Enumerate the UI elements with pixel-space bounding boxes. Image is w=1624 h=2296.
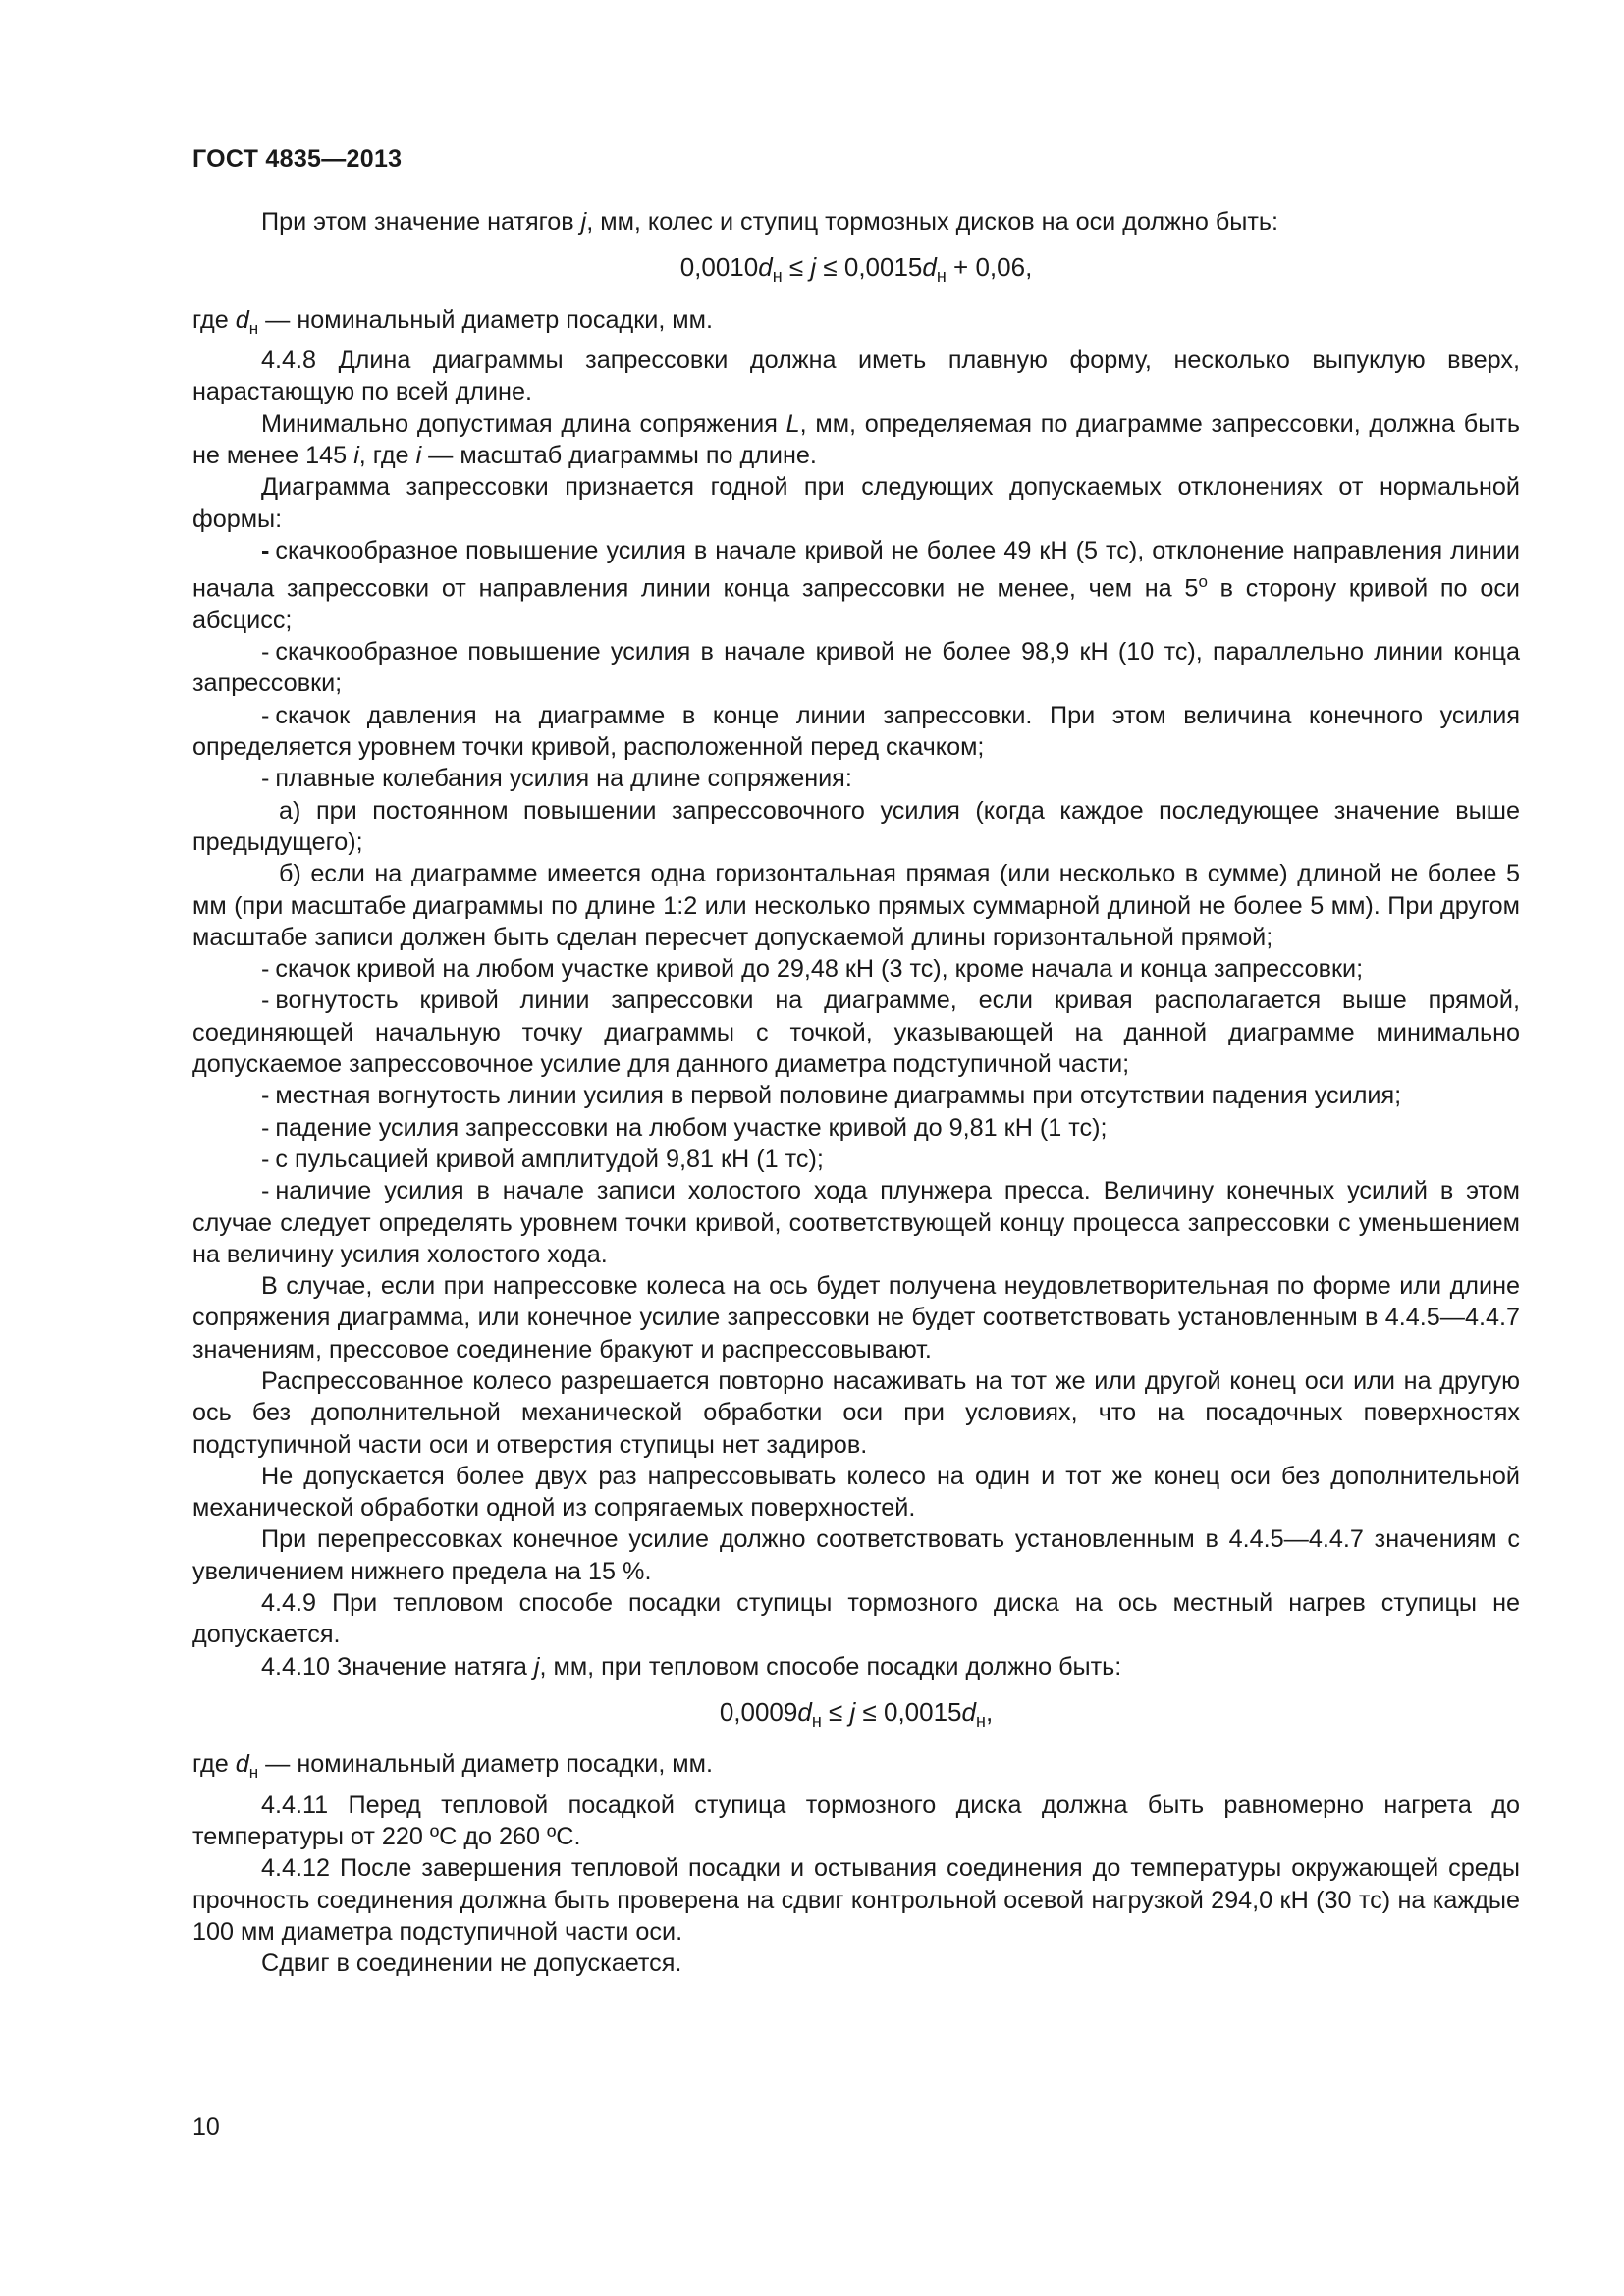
list-item-pulsation: - с пульсацией кривой амплитудой 9,81 кН (1 тс);: [261, 1145, 824, 1173]
formula-thermal-fit: $0,0009d_н \le j \le 0,0015d_н$,: [719, 1696, 994, 1732]
paragraph-4-4-11: 4.4.11 Перед тепловой посадкой ступица тормозного диска должна быть равномерно нагрета до температуры от 220 ºС до 260 ºС.: [192, 1790, 1520, 1851]
paragraph-min-length: Минимально допустимая длина сопряжения L, мм, определяемая по диаграмме запрессовки, должна быть не менее 145 i, где i — масштаб диаграммы по длине.: [192, 409, 1520, 469]
formula-press-fit: $0,0010d_н \le j \le 0,0015d_н + 0,06$,: [679, 252, 1033, 287]
list-item-idle-stroke: - наличие усилия в начале записи холостого хода плунжера пресса. Величину конечных усилий в этом случае следует определять уровнем точки кривой, соответствующей концу процесса запрессовки с уменьшением на величину усилия холостого хода.: [192, 1177, 1520, 1268]
paragraph-repress-force: При перепрессовках конечное усилие должно соответствовать установленным в 4.4.5—4.4.7 значениям с увеличением нижнего предела на 15 %.: [192, 1525, 1520, 1585]
document-body: [192, 206, 1520, 1980]
document-header: ГОСТ 4835—2013: [192, 145, 403, 173]
list-item-smooth-oscillation: - плавные колебания усилия на длине сопряжения:: [261, 765, 852, 793]
paragraph-re-mounting: Распрессованное колесо разрешается повторно насаживать на тот же или другой конец оси или на другую ось без дополнительной механической обработки оси при условиях, что на посадочных поверхностях подступичной части оси и отверстия ступицы нет задиров.: [192, 1367, 1520, 1459]
formula-legend-1: где $d_н$ — номинальный диаметр посадки, мм.: [192, 305, 713, 338]
list-item-concavity: - вогнутость кривой линии запрессовки на диаграмме, если кривая располагается выше прямой, соединяющей начальную точку диаграммы с точкой, указывающей на данной диаграмме минимально допускаемое запрессовочное усилие для данного диаметра подступичной части;: [192, 987, 1520, 1079]
list-item-local-concavity: - местная вогнутость линии усилия в первой половине диаграммы при отсутствии падения усилия;: [261, 1082, 1402, 1110]
formula-legend-2: где $d_н$ — номинальный диаметр посадки, мм.: [192, 1750, 713, 1783]
sub-item-b: б) если на диаграмме имеется одна горизонтальная прямая (или несколько в сумме) длиной не более 5 мм (при масштабе диаграммы по длине 1:2 или несколько прямых суммарной длиной не более 5 мм). При другом масштабе записи должен быть сделан пересчет допускаемой длины горизонтальной прямой;: [192, 860, 1520, 951]
list-item-pressure-jump: - скачок давления на диаграмме в конце линии запрессовки. При этом величина конечного усилия определяется уровнем точки кривой, расположенной перед скачком;: [192, 701, 1520, 762]
list-item-jump-parallel: - скачкообразное повышение усилия в начале кривой не более 98,9 кН (10 тс), параллельно линии конца запрессовки;: [192, 638, 1520, 698]
paragraph-4-4-9: 4.4.9 При тепловом способе посадки ступицы тормозного диска на ось местный нагрев ступицы не допускается.: [192, 1589, 1520, 1649]
list-item-curve-jump: - скачок кривой на любом участке кривой до 29,48 кН (3 тс), кроме начала и конца запрессовки;: [261, 955, 1364, 984]
list-item-jump-start: - скачкообразное повышение усилия в начале кривой не более 49 кН (5 тс), отклонение направления линии начала запрессовки от направления линии конца запрессовки не менее, чем на $5^о$ в сторону кривой по оси абсцисс;: [192, 536, 1520, 634]
paragraph-diagram-accepted: Диаграмма запрессовки признается годной при следующих допускаемых отклонениях от нормальной формы:: [192, 473, 1520, 533]
paragraph-4-4-12: 4.4.12 После завершения тепловой посадки и остывания соединения до температуры окружающей среды прочность соединения должна быть проверена на сдвиг контрольной осевой нагрузкой 294,0 кН (30 тс) на каждые 100 мм диаметра подступичной части оси.: [192, 1854, 1520, 1946]
sub-item-a: а) при постоянном повышении запрессовочного усилия (когда каждое последующее значение выше предыдущего);: [192, 796, 1520, 856]
paragraph-no-shift: Сдвиг в соединении не допускается.: [261, 1949, 682, 1978]
paragraph-interference-intro: При этом значение натягов j, мм, колес и ступиц тормозных дисков на оси должно быть:: [261, 208, 1279, 236]
paragraph-limit-repress: Не допускается более двух раз напрессовывать колесо на один и тот же конец оси без дополнительной механической обработки одной из сопрягаемых поверхностей.: [192, 1462, 1520, 1522]
list-item-force-drop: - падение усилия запрессовки на любом участке кривой до 9,81 кН (1 тс);: [261, 1113, 1108, 1142]
page-number: 10: [192, 2113, 220, 2141]
paragraph-4-4-10: 4.4.10 Значение натяга j, мм, при тепловом способе посадки должно быть:: [261, 1652, 1122, 1681]
paragraph-4-4-8: 4.4.8 Длина диаграммы запрессовки должна иметь плавную форму, несколько выпуклую вверх, нарастающую по всей длине.: [192, 347, 1520, 406]
paragraph-rejection: В случае, если при напрессовке колеса на ось будет получена неудовлетворительная по форме или длине сопряжения диаграмма, или конечное усилие запрессовки не будет соответствовать установленным в 4.4.5—4.4.7 значениям, прессовое соединение бракуют и распрессовывают.: [192, 1272, 1520, 1363]
